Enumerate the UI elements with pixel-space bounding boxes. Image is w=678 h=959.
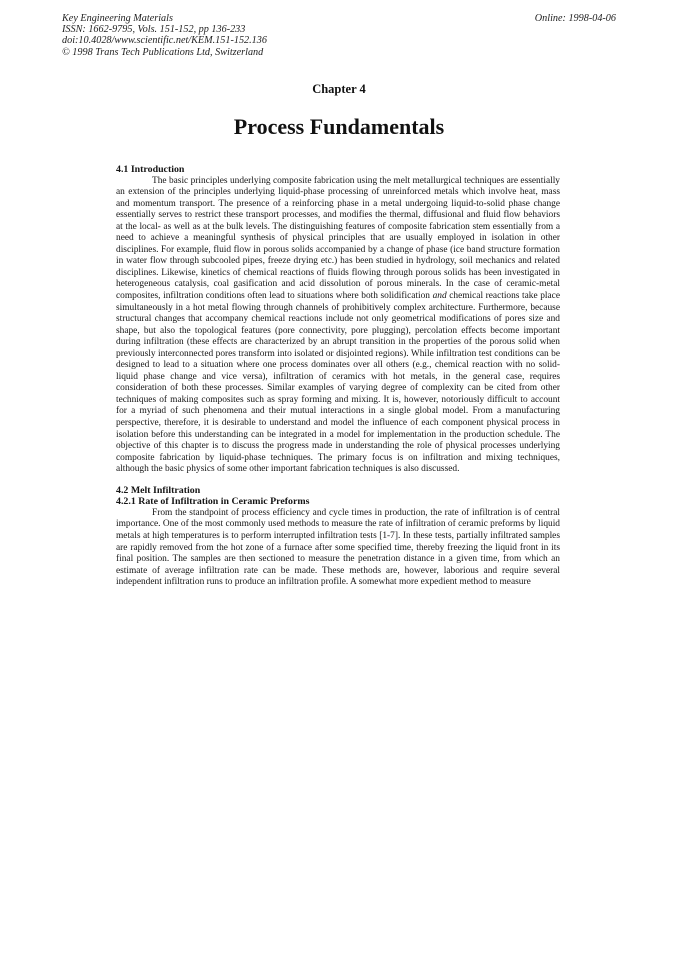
journal-name: Key Engineering Materials xyxy=(62,13,173,24)
section-heading-introduction: 4.1 Introduction xyxy=(116,164,185,175)
page-header xyxy=(62,13,616,58)
doi-line[interactable]: doi:10.4028/www.scientific.net/KEM.151-152.136 xyxy=(62,35,267,47)
body-text xyxy=(116,164,560,589)
introduction-text-part-2: chemical reactions take place simultaneously in a hot metal flowing through channels of prohibitively complex architecture. Furthermore, because structural changes that accompany chemical reactions include not only geometrical modifications of pores size and shape, but also the topological features (pore connectivity, pore plugging), percolation effects become important during infiltration (these effects are characterized by an abrupt transition in the properties of the porous solid when previously interconnected pores transform into isolated or disjointed regions). While infiltration test conditions can be designed to lead to a situation where one process dominates over all others (e.g., chemical reaction with no solid-liquid phase change and vice versa), infiltration of ceramics with hot metals, in the general case, requires consideration of both these processes. Similar examples of varying degree of complexity can be cited from other techniques of making composites such as spray forming and mixing. It is, however, notoriously difficult to account for a myriad of such phenomena and their mutual interactions in a single global model. From a manufacturing perspective, therefore, it is desirable to understand and model the influence of each component physical process in isolation before this understanding can be integrated in a model for implementation in the production schedule. The objective of this chapter is to discuss the progress made in understanding the role of physical processes underlying composite fabrication by liquid-phase techniques. The primary focus is on infiltration and mixing techniques, although the basic physics of some other important fabrication techniques is also discussed. xyxy=(116,291,560,475)
subsection-heading-rate-of-infiltration: 4.2.1 Rate of Infiltration in Ceramic Preforms xyxy=(116,496,310,508)
online-date: Online: 1998-04-06 xyxy=(534,13,616,24)
rate-of-infiltration-paragraph: From the standpoint of process efficiency and cycle times in production, the rate of infiltration is of central importance. One of the most commonly used methods to measure the rate of infiltration of ceramic preforms by liquid metals at high temperatures is to perform interrupted infiltration tests [1-7]. In these tests, partially infiltrated samples are rapidly removed from the hot zone of a furnace after some specified time, thereby freezing the liquid front in its final position. The samples are then sectioned to measure the penetration distance in a given time, from which an estimate of average infiltration rate can be made. These methods are, however, laborious and require several independent infiltration runs to produce an infiltration profile. A somewhat more expedient method to measure xyxy=(116,507,560,588)
section-gap xyxy=(116,476,560,485)
section-heading-melt-infiltration: 4.2 Melt Infiltration xyxy=(116,484,201,496)
chapter-label: Chapter 4 xyxy=(312,82,366,96)
introduction-paragraph xyxy=(116,176,560,476)
issn-line: ISSN: 1662-9795, Vols. 151-152, pp 136-233 xyxy=(62,24,246,36)
introduction-text-part-1: The basic principles underlying composite fabrication using the melt metallurgical techniques are essentially an extension of the principles underlying liquid-phase processing of unreinforced metals which involve heat, mass and momentum transport. The presence of a reinforcing phase in a metal undergoing liquid-to-solid phase change essentially serves to restrict these transport processes, and modifies the thermal, diffusional and fluid flow behaviors at the local- as well as at the bulk levels. The distinguishing features of composite fabrication stem essentially from a need to achieve a meaningful synthesis of physical principles that are usually employed in isolation in other disciplines. For example, fluid flow in porous solids accompanied by a change of phase (ice band structure formation in water flow through subcooled pipes, freeze drying etc.) has been studied in hydrology, soil mechanics and related disciplines. Likewise, kinetics of chemical reactions of fluids flowing through porous solids has been investigated in heterogeneous catalysis, coal gasification and acid dissolution of porous minerals. In the case of ceramic-metal composites, infiltration conditions often lead to situations where both solidification xyxy=(116,175,560,302)
copyright-line: © 1998 Trans Tech Publications Ltd, Switzerland xyxy=(62,46,264,58)
emphasis-and: and xyxy=(432,291,447,302)
citation-block xyxy=(62,13,616,58)
page-title: Process Fundamentals xyxy=(233,114,445,139)
